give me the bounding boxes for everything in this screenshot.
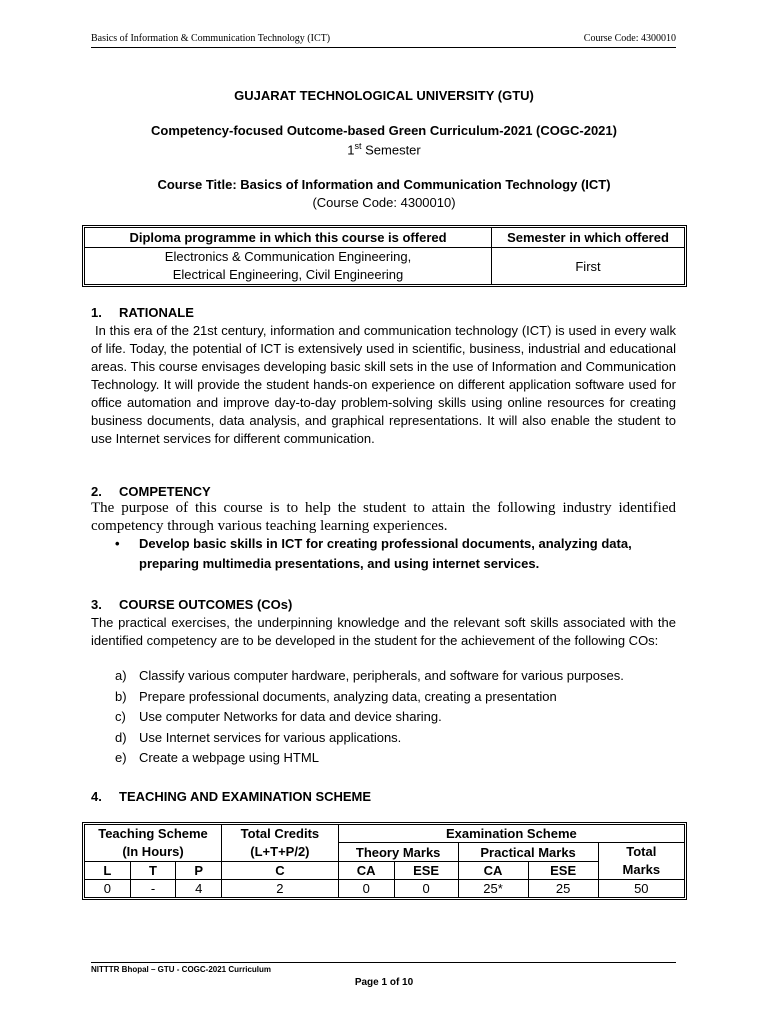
scheme-heading (91, 789, 371, 804)
outcomes-number: 3. (91, 597, 102, 612)
practical-ca-header: CA (458, 862, 528, 880)
university-title: GUJARAT TECHNOLOGICAL UNIVERSITY (GTU) (234, 88, 534, 103)
practical-marks-header: Practical Marks (458, 843, 598, 862)
scheme-title: TEACHING AND EXAMINATION SCHEME (119, 789, 372, 804)
list-item (115, 750, 319, 765)
footer-divider (91, 962, 676, 963)
c-header: C (222, 862, 339, 880)
theory-ese-header: ESE (394, 862, 458, 880)
exam-scheme-header: Examination Scheme (338, 825, 684, 843)
curriculum-title: Competency-focused Outcome-based Green Curriculum-2021 (COGC-2021) (151, 123, 617, 138)
table-row (85, 862, 685, 880)
theory-ese-value: 0 (394, 880, 458, 898)
co-label: a) (115, 668, 127, 683)
co-label: e) (115, 750, 127, 765)
header-course-name: Basics of Information & Communication Technology (ICT) (91, 33, 331, 44)
practical-ese-value: 25 (528, 880, 598, 898)
programme-table (84, 227, 685, 285)
co-label: d) (115, 730, 127, 745)
c-value: 2 (222, 880, 339, 898)
semester-line (84, 141, 684, 157)
competency-title: COMPETENCY (119, 484, 211, 499)
teaching-scheme-header (85, 825, 222, 862)
rationale-heading (91, 305, 194, 320)
outcomes-heading (91, 597, 292, 612)
outcomes-title: COURSE OUTCOMES (COs) (119, 597, 293, 612)
list-item (115, 730, 401, 745)
semester-offered: First (492, 248, 685, 285)
footer-curriculum: NITTTR Bhopal – GTU - COGC-2021 Curriculum (91, 965, 272, 974)
outcomes-text: The practical exercises, the underpinning knowledge and the relevant soft skills associated with the identified competency are to be developed in the student for the achievement of the following COs: (91, 615, 676, 648)
l-header: L (85, 862, 131, 880)
in-hours-label: (In Hours) (122, 844, 184, 859)
ltp-formula-label: (L+T+P/2) (250, 844, 310, 859)
semester-suffix: st (354, 141, 362, 151)
page-number: Page 1 of 10 (354, 977, 414, 988)
programme-table-row (85, 248, 685, 285)
total-credits-label: Total Credits (240, 826, 320, 841)
practical-ca-value: 25* (458, 880, 528, 898)
list-item (115, 709, 442, 724)
semester-number: 1 (347, 142, 355, 158)
rationale-number: 1. (91, 305, 102, 320)
semester-word: Semester (361, 142, 421, 158)
semester-col-header: Semester in which offered (492, 228, 685, 248)
rationale-text: In this era of the 21st century, information and communication technology (ICT) is used in every walk of life. Today, the potential of ICT is extensively used in scientific, business, industrial and educational areas. This course envisages developing basic skill sets in the use of Information and Communication Technology. It will provide the student hands-on experience on different application software used for office automation and improve day-to-day problem-solving skills using online resources for creating business documents, data analysis, and graphical representations. It will also enable the student to use Internet services for different communication. (91, 323, 676, 446)
theory-ca-header: CA (338, 862, 394, 880)
competency-number: 2. (91, 484, 102, 499)
practical-ese-header: ESE (528, 862, 598, 880)
t-header: T (130, 862, 176, 880)
list-item (115, 689, 557, 704)
teaching-scheme-label: Teaching Scheme (98, 826, 208, 841)
competency-heading (91, 484, 211, 499)
co-label: c) (115, 709, 126, 724)
co-label: b) (115, 689, 127, 704)
co-text: Prepare professional documents, analyzing data, creating a presentation (139, 689, 557, 704)
co-text: Use computer Networks for data and device sharing. (139, 709, 442, 724)
total-label: Total (626, 844, 657, 859)
competency-bullet (115, 534, 677, 574)
rationale-title: RATIONALE (119, 305, 194, 320)
total-marks-value: 50 (598, 880, 684, 898)
total-marks-header (598, 843, 684, 880)
scheme-number: 4. (91, 789, 102, 804)
list-item (115, 668, 624, 683)
table-row (85, 825, 685, 843)
p-value: 4 (176, 880, 222, 898)
competency-text: The purpose of this course is to help the student to attain the following industry identified competency through various teaching learning experiences. (91, 500, 676, 534)
course-title: Course Title: Basics of Information and Communication Technology (ICT) (157, 177, 611, 192)
bullet-icon: • (115, 536, 120, 551)
competency-bullet-text: Develop basic skills in ICT for creating professional documents, analyzing data, preparing multimedia presentations, and using internet services. (139, 536, 632, 571)
running-header (91, 30, 676, 48)
marks-label: Marks (622, 862, 661, 877)
co-text: Classify various computer hardware, peripherals, and software for various purposes. (139, 668, 624, 683)
scheme-table (84, 824, 685, 898)
table-row (85, 880, 685, 898)
course-code: (Course Code: 4300010) (312, 195, 456, 210)
theory-ca-value: 0 (338, 880, 394, 898)
p-header: P (176, 862, 222, 880)
co-text: Create a webpage using HTML (139, 750, 319, 765)
header-course-code: Course Code: 4300010 (583, 33, 676, 44)
total-credits-header (222, 825, 339, 862)
theory-marks-header: Theory Marks (338, 843, 458, 862)
programme-table-header-row (85, 228, 685, 248)
programme-list: Electronics & Communication Engineering, Electrical Engineering, Civil Engineering (85, 248, 492, 285)
t-value: - (130, 880, 176, 898)
programme-col-header: Diploma programme in which this course is offered (85, 228, 492, 248)
l-value: 0 (85, 880, 131, 898)
co-text: Use Internet services for various applications. (139, 730, 402, 745)
